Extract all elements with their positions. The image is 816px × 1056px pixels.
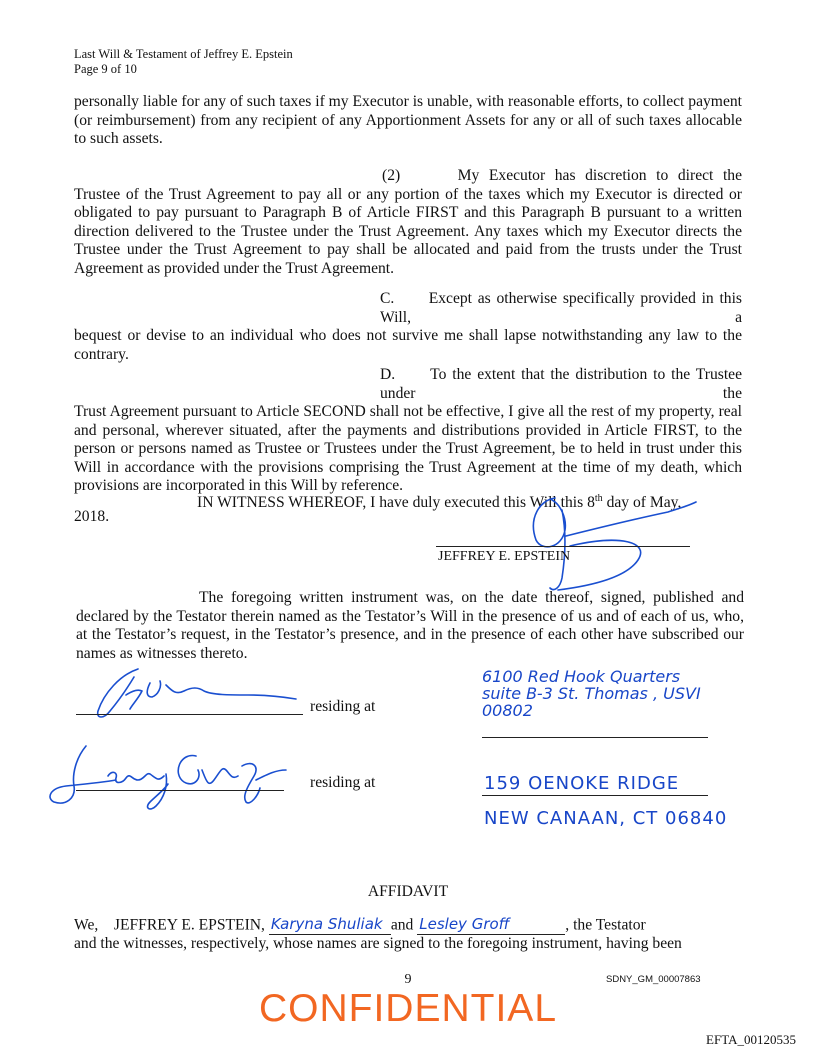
paragraph-d-first-line: To the extent that the distribution to the Trustee under the bbox=[380, 366, 742, 402]
paragraph-d bbox=[74, 366, 742, 496]
affidavit-witness-1-name: Karyna Shuliak bbox=[270, 915, 383, 933]
affidavit-heading: AFFIDAVIT bbox=[367, 883, 449, 900]
witness-2-signature bbox=[46, 740, 306, 825]
witness-whereof-text: IN WITNESS WHEREOF, I have duly executed this Will this 8 bbox=[197, 494, 595, 512]
page-number: 9 bbox=[404, 972, 412, 987]
paragraph-2 bbox=[74, 167, 742, 278]
witness-1-address-rule bbox=[482, 737, 708, 738]
attestation-clause: The foregoing written instrument was, on the date thereof, signed, published and declared by the Testator therein named as the Testator’s Will in the presence of us and of each of us, who, at the Testator’s request, in the Testator’s presence, and in the presence of each other have subscribed our names as witnesses thereto. bbox=[76, 589, 744, 662]
affidavit-testator-name: JEFFREY E. EPSTEIN, bbox=[113, 916, 265, 934]
paragraph-2-first-line: My Executor has discretion to direct the bbox=[457, 167, 742, 184]
witness-2-address-rule bbox=[482, 795, 708, 796]
witness-2-address-line-2: NEW CANAAN, CT 06840 bbox=[484, 808, 728, 829]
paragraph-c bbox=[74, 290, 742, 364]
witness-1-signature-line bbox=[76, 714, 303, 715]
witness-2-residing-label: residing at bbox=[310, 774, 376, 791]
witness-year: 2018. bbox=[74, 508, 110, 525]
affidavit-witness-1-blank bbox=[269, 916, 391, 935]
witness-2-signature-line bbox=[76, 790, 284, 791]
paragraph-c-marker: C. bbox=[380, 290, 395, 307]
paragraph-c-first-line: Except as otherwise specifically provided in this Will, a bbox=[380, 290, 742, 326]
witness-1-address-line-1: 6100 Red Hook Quarters bbox=[482, 667, 681, 686]
witness-1-address-line-2: suite B-3 St. Thomas , USVI bbox=[482, 684, 701, 703]
paragraph-2-marker: (2) bbox=[382, 167, 401, 184]
affidavit-we: We, bbox=[74, 916, 99, 934]
paragraph-c-body: bequest or devise to an individual who does not survive me shall lapse notwithstanding any law to the contrary. bbox=[74, 327, 742, 363]
witness-1-signature bbox=[80, 665, 310, 725]
paragraph-d-body: Trust Agreement pursuant to Article SECOND shall not be effective, I give all the rest of my property, real and personal, wherever situated, after the payments and distributions provided in Article FIRST, to the person or persons named as Trustee or Trustees under the Trust Agreement, be to held in trust under this Will in accordance with the provisions comprising the Trust Agreement at the time of my death, which provisions are incorporated in this Will by reference. bbox=[74, 403, 742, 494]
testator-signature-line bbox=[436, 546, 690, 547]
paragraph-d-marker: D. bbox=[380, 366, 396, 383]
witness-1-residing-label: residing at bbox=[310, 698, 376, 715]
paragraph-2-body: Trustee of the Trust Agreement to pay all or any portion of the taxes which my Executor is directed or obligated to pay pursuant to Paragraph B of Article FIRST and this Paragraph B pursuant to a written direction delivered to the Trustee under the Trust Agreement. Any taxes which my Executor directs the Trustee under the Trust Agreement to pay shall be allocated and paid from the trusts under the Trust Agreement as provided under the Trust Agreement. bbox=[74, 185, 742, 277]
bates-number: SDNY_GM_00007863 bbox=[606, 974, 701, 985]
testator-name: JEFFREY E. EPSTEIN bbox=[438, 549, 571, 564]
affidavit-line-2: and the witnesses, respectively, whose names are signed to the foregoing instrument, having been bbox=[74, 935, 682, 952]
affidavit-line-1 bbox=[74, 916, 742, 935]
affidavit-witness-2-name: Lesley Groff bbox=[419, 915, 510, 933]
witness-2-address-line-1: 159 OENOKE RIDGE bbox=[484, 773, 680, 794]
affidavit-witness-2-blank bbox=[417, 916, 565, 935]
testator-signature bbox=[470, 490, 710, 595]
affidavit-the-testator: , the Testator bbox=[565, 916, 646, 934]
witness-whereof-superscript: th bbox=[594, 493, 603, 504]
efta-number: EFTA_00120535 bbox=[706, 1032, 796, 1047]
witness-whereof-end: day of May, bbox=[602, 494, 682, 512]
confidential-stamp: CONFIDENTIAL bbox=[258, 987, 558, 1030]
page-indicator: Page 9 of 10 bbox=[74, 62, 137, 76]
witness-1-address-line-3: 00802 bbox=[482, 701, 533, 720]
affidavit-and: and bbox=[390, 916, 414, 934]
paragraph-taxes-liability: personally liable for any of such taxes if my Executor is unable, with reasonable efforts, to collect payment (or reimbursement) from any recipient of any Apportionment Assets for any or all of such taxes allocable to such assets. bbox=[74, 93, 742, 147]
document-title: Last Will & Testament of Jeffrey E. Epstein bbox=[74, 47, 293, 61]
